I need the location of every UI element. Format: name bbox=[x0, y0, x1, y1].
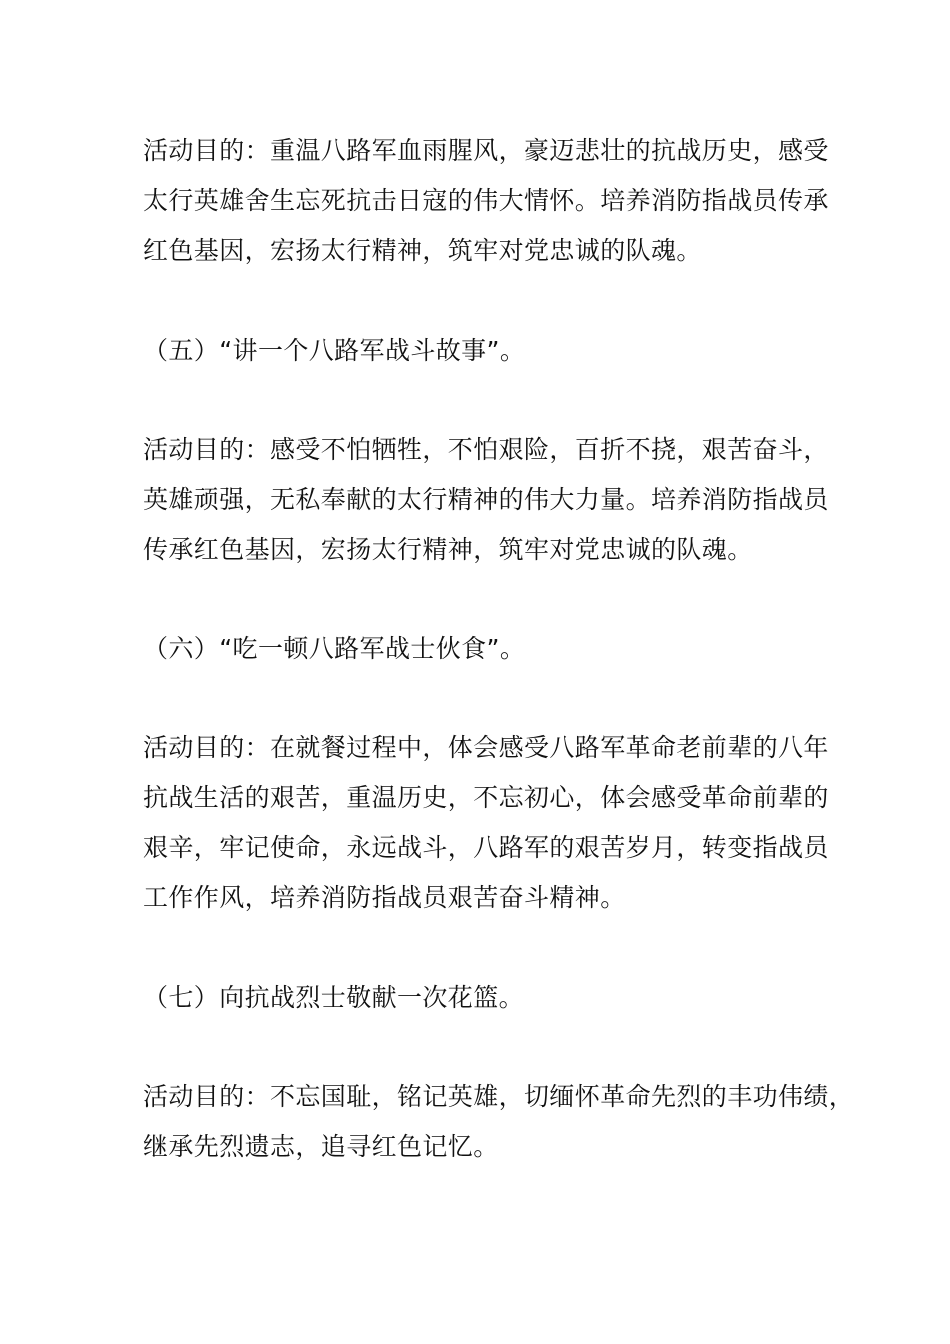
section-heading-5: （五）“讲一个八路军战斗故事”。 bbox=[143, 336, 526, 365]
paragraph-line: 继承先烈遗志，追寻红色记忆。 bbox=[143, 1132, 499, 1161]
paragraph-line: 活动目的：不忘国耻，铭记英雄，切缅怀革命先烈的丰功伟绩， bbox=[143, 1082, 855, 1111]
paragraph-line: 艰辛，牢记使命，永远战斗，八路军的艰苦岁月，转变指战员 bbox=[143, 833, 829, 862]
paragraph-line: 活动目的：在就餐过程中，体会感受八路军革命老前辈的八年 bbox=[143, 733, 829, 762]
paragraph-line: 工作作风，培养消防指战员艰苦奋斗精神。 bbox=[143, 883, 626, 912]
section-heading-6: （六）“吃一顿八路军战士伙食”。 bbox=[143, 634, 526, 663]
paragraph-line: 传承红色基因，宏扬太行精神，筑牢对党忠诚的队魂。 bbox=[143, 535, 753, 564]
paragraph-line: 英雄顽强，无私奉献的太行精神的伟大力量。培养消防指战员 bbox=[143, 485, 829, 514]
paragraph-line: 太行英雄舍生忘死抗击日寇的伟大情怀。培养消防指战员传承 bbox=[143, 186, 829, 215]
paragraph-line: 活动目的：感受不怕牺牲，不怕艰险，百折不挠，艰苦奋斗， bbox=[143, 435, 829, 464]
paragraph-line: 活动目的：重温八路军血雨腥风，豪迈悲壮的抗战历史，感受 bbox=[143, 136, 829, 165]
section-heading-7: （七）向抗战烈士敬献一次花篮。 bbox=[143, 983, 525, 1012]
paragraph-line: 抗战生活的艰苦，重温历史，不忘初心，体会感受革命前辈的 bbox=[143, 783, 829, 812]
paragraph-line: 红色基因，宏扬太行精神，筑牢对党忠诚的队魂。 bbox=[143, 236, 702, 265]
